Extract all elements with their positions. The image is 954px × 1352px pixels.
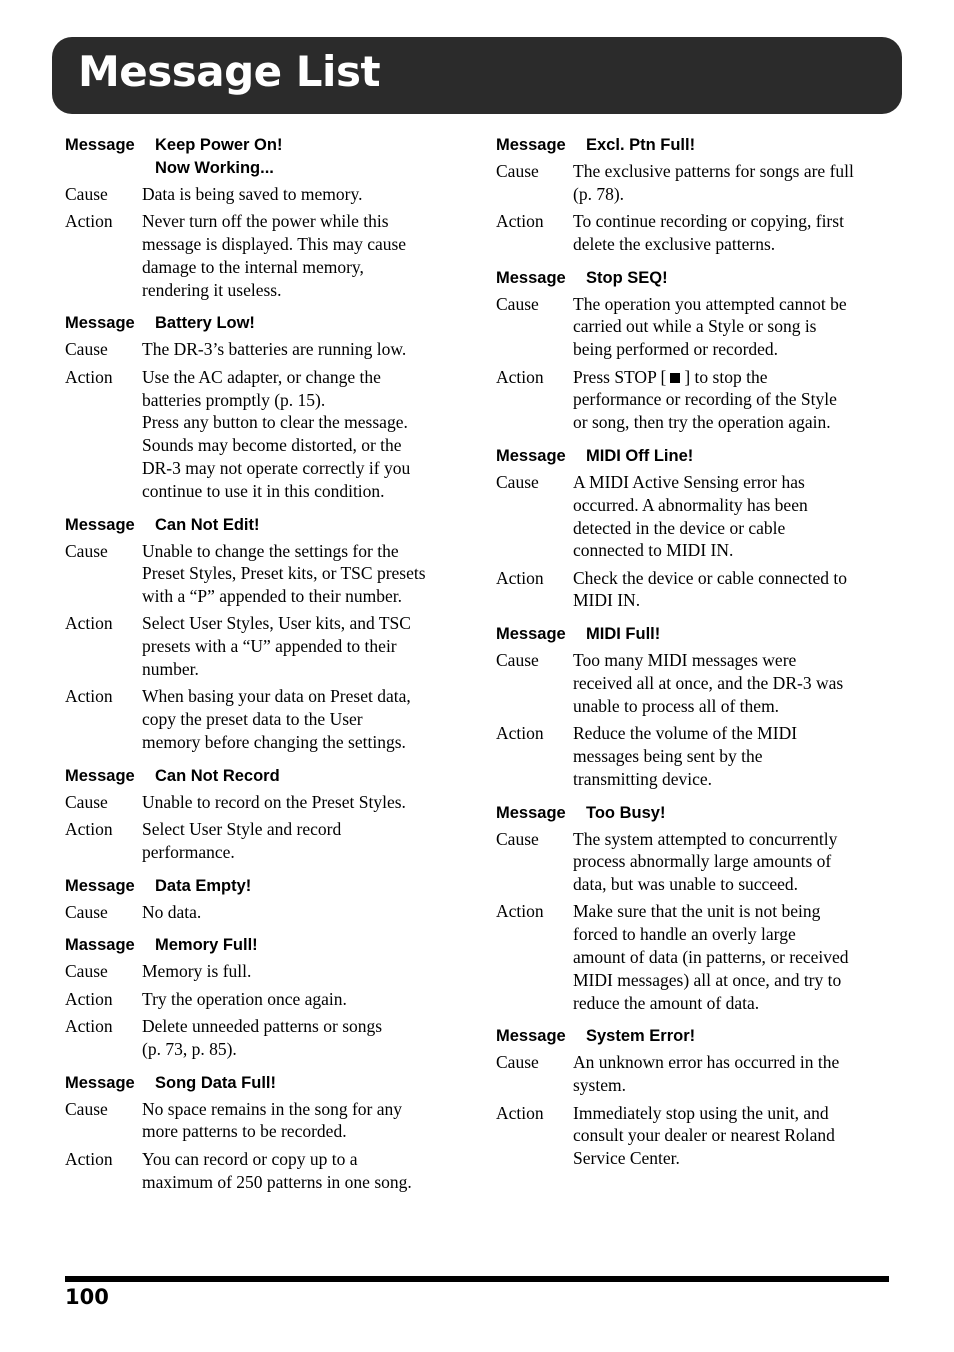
detail-text: The DR-3’s batteries are running low. — [142, 339, 407, 360]
message-entry — [496, 802, 891, 1015]
detail-text: The exclusive patterns for songs are full (p. 78). — [573, 161, 854, 204]
message-label: Message — [65, 876, 135, 895]
detail-text: Memory is full. — [142, 961, 252, 982]
detail-row — [65, 685, 460, 753]
detail-label: Action — [65, 819, 113, 840]
detail-text-post: ] to stop the performance or recording of the Style or song, then try the operation again. — [573, 366, 837, 433]
left-column — [65, 134, 460, 1204]
message-label: Message — [496, 268, 566, 287]
message-name: Excl. Ptn Full! — [586, 136, 696, 154]
message-header — [65, 312, 460, 335]
message-name: Keep Power On! Now Working... — [155, 136, 283, 177]
message-label: Message — [496, 136, 566, 154]
message-entry — [496, 623, 891, 790]
detail-text: No space remains in the song for any more patterns to be recorded. — [142, 1098, 402, 1142]
detail-row — [65, 1148, 460, 1194]
detail-text: An unknown error has occurred in the system. — [573, 1052, 840, 1096]
detail-text: No data. — [142, 901, 202, 922]
detail-row — [65, 1015, 460, 1061]
detail-row — [496, 210, 891, 256]
detail-label: Action — [496, 723, 544, 744]
detail-text: A MIDI Active Sensing error has occurred. A abnormality has been detected in the device or cable connected to MIDI IN. — [573, 471, 808, 561]
message-entry — [65, 1072, 460, 1194]
message-header — [65, 765, 460, 788]
detail-text: You can record or copy up to a maximum of 250 patterns in one song. — [142, 1148, 412, 1192]
detail-row — [496, 828, 891, 896]
detail-label: Action — [496, 366, 544, 387]
message-header — [496, 267, 891, 290]
message-entry — [496, 1025, 891, 1169]
message-name: Battery Low! — [155, 314, 255, 333]
detail-text: Reduce the volume of the MIDI messages being sent by the transmitting device. — [573, 723, 798, 789]
detail-row — [65, 540, 460, 608]
message-entry — [496, 267, 891, 434]
message-name: MIDI Full! — [586, 625, 661, 644]
detail-label: Action — [496, 901, 544, 922]
detail-label: Action — [496, 567, 544, 588]
message-label: Message — [65, 314, 135, 333]
detail-row — [496, 471, 891, 562]
message-entry — [65, 875, 460, 924]
message-header — [496, 134, 891, 157]
message-label: Message — [65, 515, 135, 534]
detail-label: Action — [65, 686, 113, 707]
message-name: Too Busy! — [586, 803, 666, 822]
detail-row — [65, 960, 460, 983]
detail-text: Data is being saved to memory. — [142, 184, 363, 204]
detail-text: To continue recording or copying, first delete the exclusive patterns. — [573, 211, 844, 254]
message-label: Message — [496, 446, 566, 465]
message-entry — [65, 312, 460, 502]
message-header — [496, 1025, 891, 1048]
detail-text: The operation you attempted cannot be carried out while a Style or song is being performed or recorded. — [573, 293, 847, 360]
detail-row — [65, 1098, 460, 1144]
detail-label: Action — [65, 211, 113, 232]
detail-row — [65, 791, 460, 814]
footer-rule — [65, 1276, 889, 1282]
detail-label: Cause — [496, 1052, 539, 1073]
detail-row — [496, 293, 891, 361]
page-title: Message List — [78, 47, 381, 96]
stop-square-icon — [670, 373, 680, 383]
detail-text: Make sure that the unit is not being forced to handle an overly large amount of data (in patterns, or received MIDI messages) all at once, and try to reduce the amount of data. — [573, 901, 849, 1013]
message-entry — [65, 134, 460, 301]
page-number: 100 — [65, 1285, 109, 1309]
detail-row — [65, 988, 460, 1011]
detail-text: Never turn off the power while this message is displayed. This may cause damage to the internal memory, rendering it useless. — [142, 211, 407, 300]
detail-row — [65, 901, 460, 924]
message-header — [65, 1072, 460, 1095]
message-header — [65, 134, 460, 180]
detail-text: Select User Styles, User kits, and TSC presets with a “U” appended to their number. — [142, 613, 411, 680]
detail-row — [496, 1102, 891, 1170]
detail-label: Cause — [65, 901, 108, 922]
detail-row — [496, 722, 891, 790]
detail-label: Cause — [496, 650, 539, 671]
detail-label: Action — [65, 1016, 113, 1037]
detail-text: Delete unneeded patterns or songs (p. 73, p. 85). — [142, 1016, 383, 1059]
detail-row — [496, 900, 891, 1014]
detail-label: Action — [65, 613, 113, 634]
detail-row — [65, 183, 460, 206]
detail-label: Cause — [65, 1098, 108, 1119]
message-entry — [65, 934, 460, 1060]
title-bar — [52, 37, 902, 114]
detail-row — [65, 338, 460, 361]
message-label: Message — [496, 803, 566, 822]
detail-row — [65, 366, 460, 503]
message-entry — [65, 765, 460, 864]
detail-row — [65, 612, 460, 680]
detail-text: Try the operation once again. — [142, 988, 347, 1009]
detail-text: Immediately stop using the unit, and consult your dealer or nearest Roland Service Center. — [573, 1102, 835, 1169]
message-label: Message — [496, 1027, 566, 1046]
detail-label: Cause — [496, 161, 539, 181]
detail-label: Action — [496, 211, 544, 232]
message-name: System Error! — [586, 1027, 696, 1046]
message-name: MIDI Off Line! — [586, 446, 694, 465]
detail-row — [496, 567, 891, 613]
message-header — [496, 802, 891, 825]
detail-label: Cause — [65, 540, 108, 561]
message-label: Massage — [65, 936, 135, 955]
detail-row — [496, 160, 891, 206]
detail-text: Too many MIDI messages were received all at once, and the DR-3 was unable to process all of them. — [573, 650, 844, 716]
detail-label: Cause — [65, 184, 108, 204]
detail-text: The system attempted to concurrently process abnormally large amounts of data, but was unable to succeed. — [573, 828, 838, 895]
detail-row — [65, 818, 460, 864]
message-entry — [65, 514, 460, 754]
detail-label: Cause — [496, 471, 539, 492]
detail-text: Unable to change the settings for the Preset Styles, Preset kits, or TSC presets with a “P” appended to their number. — [142, 540, 426, 607]
detail-row — [65, 210, 460, 301]
detail-label: Action — [65, 366, 113, 387]
message-header — [65, 934, 460, 957]
message-name: Memory Full! — [155, 936, 258, 955]
message-header — [65, 875, 460, 898]
detail-text: When basing your data on Preset data, copy the preset data to the User memory before changing the settings. — [142, 686, 411, 752]
message-name: Song Data Full! — [155, 1073, 276, 1092]
message-header — [496, 445, 891, 468]
message-label: Message — [65, 136, 135, 154]
detail-row — [496, 1051, 891, 1097]
detail-label: Cause — [496, 293, 539, 314]
detail-text: Unable to record on the Preset Styles. — [142, 791, 406, 812]
message-label: Message — [65, 1073, 135, 1092]
detail-text: Select User Style and record performance. — [142, 819, 342, 862]
detail-label: Cause — [65, 791, 108, 812]
message-name: Can Not Edit! — [155, 515, 260, 534]
detail-label: Action — [65, 1148, 113, 1169]
detail-text — [573, 366, 891, 434]
message-label: Message — [65, 766, 135, 785]
right-column — [496, 134, 891, 1181]
detail-label: Cause — [65, 961, 108, 982]
detail-text-pre: Press STOP [ — [573, 366, 667, 387]
message-header — [65, 514, 460, 537]
detail-row — [496, 649, 891, 717]
message-entry — [496, 445, 891, 612]
detail-label: Cause — [65, 339, 108, 360]
message-name: Stop SEQ! — [586, 268, 668, 287]
detail-text: Use the AC adapter, or change the batteries promptly (p. 15). Press any button to clear the message. Sounds may become distorted, or the DR-3 may not operate correctly if you continue to use it in this condition. — [142, 366, 411, 501]
message-name: Can Not Record — [155, 766, 280, 785]
message-name: Data Empty! — [155, 876, 252, 895]
detail-label: Action — [496, 1102, 544, 1123]
message-entry — [496, 134, 891, 256]
message-header — [496, 623, 891, 646]
detail-text: Check the device or cable connected to MIDI IN. — [573, 567, 848, 611]
detail-label: Action — [65, 988, 113, 1009]
detail-label: Cause — [496, 828, 539, 849]
detail-row — [496, 366, 891, 434]
message-label: Message — [496, 625, 566, 644]
